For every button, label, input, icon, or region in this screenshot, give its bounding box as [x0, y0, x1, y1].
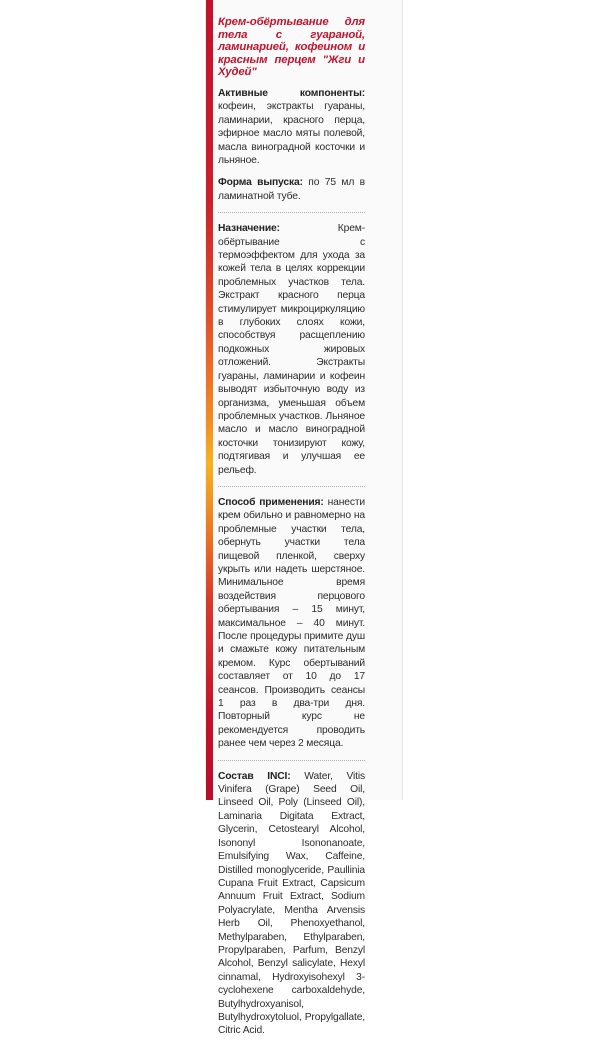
divider — [218, 486, 365, 487]
divider — [218, 760, 365, 761]
section-text: нанести крем обильно и равномерно на проблемные участки тела, обернуть участки тела пищевой пленкой, сверху укрыть или надеть шерстяное. Минимальное время воздействия перцового обертывания – 15 минут, максимальное – 40 минут. После процедуры примите душ и смажьте кожу питательным кремом. Курс обертываний составляет от 10 до 17 сеансов. Производить сеансы 1 раз в два-три дня. Повторный курс не рекомендуется проводить ранее чем через 2 месяца. — [218, 496, 366, 750]
product-title: Крем-обёртывание для тела с гуараной, ламинарией, кофеином и красным перцем "Жги и Худей" — [218, 16, 365, 79]
section-label: Состав INCI: — [218, 770, 291, 782]
section-label: Форма выпуска: — [218, 177, 303, 189]
gradient-stripe — [206, 0, 213, 800]
section-label: Назначение: — [218, 223, 280, 235]
section-release-form — [218, 176, 365, 203]
divider — [218, 212, 365, 213]
label-text-panel — [218, 16, 365, 1047]
section-active-components — [218, 87, 365, 167]
section-purpose — [218, 222, 365, 477]
section-text: Water, Vitis Vinifera (Grape) Seed Oil, Linseed Oil, Poly (Linseed Oil), Laminaria Digitata Extract, Glycerin, Cetostearyl Alcohol, Isononyl Isononanoate, Emulsifying Wax, Caffeine, Distilled monoglyceride, Paullinia Cupana Fruit Extract, Capsicum Annuum Fruit Extract, Sodium Polyacrylate, Mentha Arvensis Herb Oil, Phenoxyethanol, Methylparaben, Ethylparaben, Propylparaben, Parfum, Benzyl Alcohol, Benzyl salicylate, Hexyl cinnamal, Hydroxyisohexyl 3-cyclohexene carboxaldehyde, Butylhydroxyanisol, Butylhydroxytoluol, Propylgallate, Citric Acid. — [218, 770, 365, 1037]
section-text: по 75 мл в ламинатной тубе. — [218, 177, 365, 202]
section-text: Крем-обёртывание с термоэффектом для ухода за кожей тела в целях коррекции проблемных участков тела. Экстракт красного перца стимулирует микроциркуляцию в глубоких слоях кожи, способствуя расщеплению подкожных жировых отложений. Экстракты гуараны, ламинарии и кофеин выводят избыточную воду из организма, уменьшая объем проблемных участков. Льняное масло и масло виноградной косточки тонизируют кожу, подтягивая и улучшая ее рельеф. — [218, 223, 365, 476]
section-label: Способ применения: — [218, 496, 324, 508]
section-inci-composition — [218, 770, 365, 1038]
section-usage — [218, 496, 365, 751]
section-text: кофеин, экстракты гуараны, ламинарии, красного перца, эфирное масло мяты полевой, масла виноградной косточки и льняное. — [218, 101, 365, 166]
section-label: Активные компоненты: — [218, 87, 365, 99]
